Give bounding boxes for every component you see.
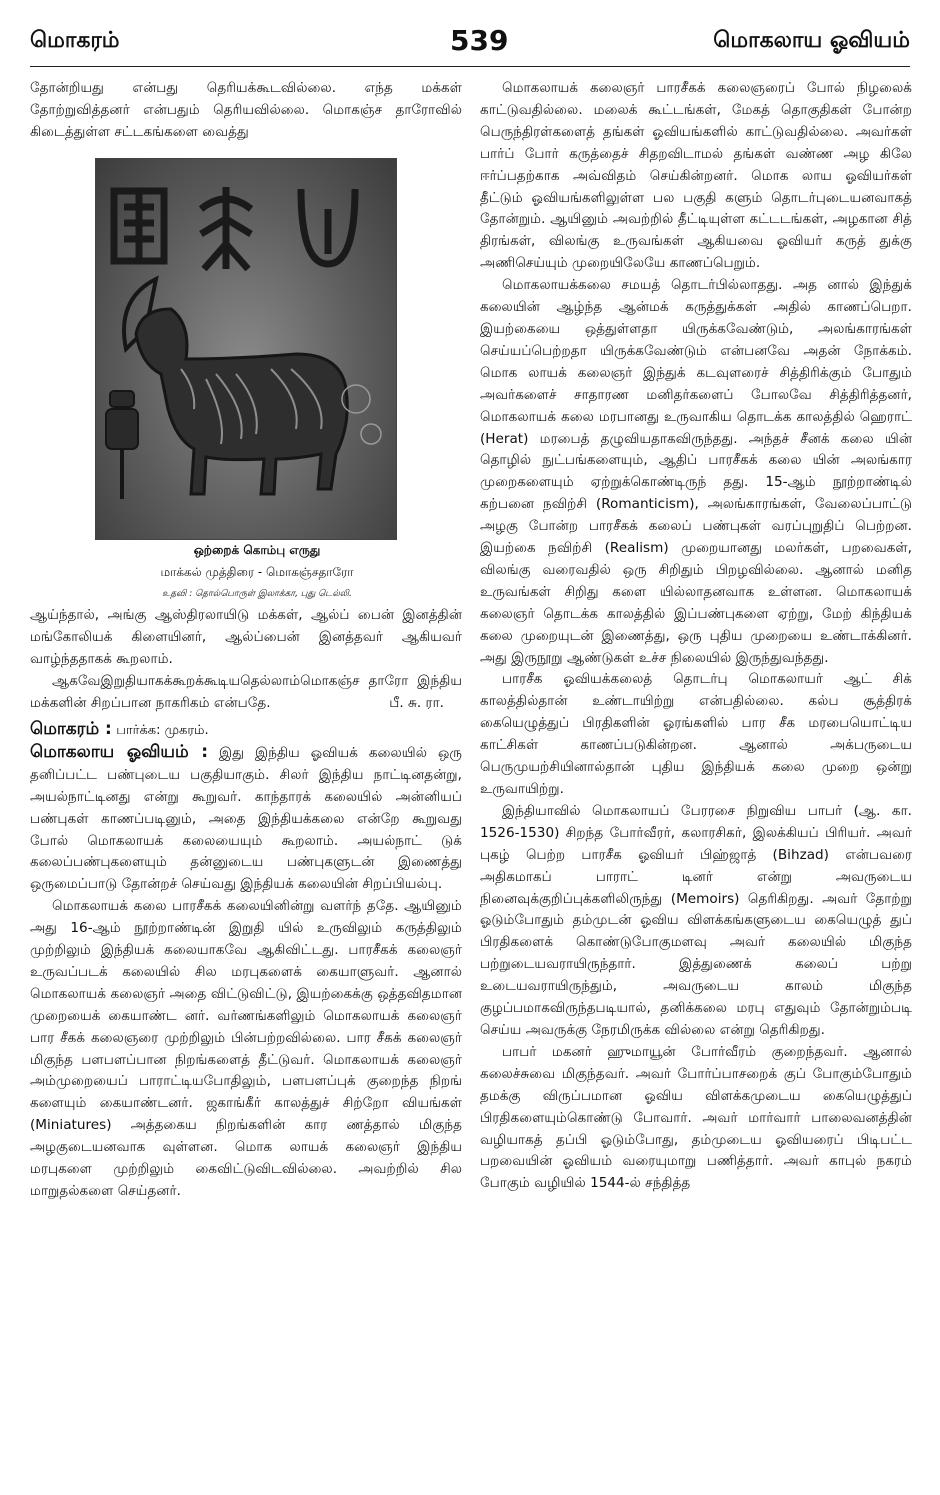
author-signature: பீ. சு. ரா.	[389, 695, 444, 712]
right-column	[480, 78, 912, 1195]
left-column	[30, 78, 462, 1203]
left-para-3: ஆகவேஇறுதியாகக்கூறக்கூடியதெல்லாம்மொகஞ்ச தாரோ இந்திய மக்களின் சிறப்பான நாகரிகம் என்பதே.	[30, 673, 462, 712]
figure-credit: உதவி : தொல்பொருள் இலாக்கா, புது டெல்லி.	[162, 588, 352, 599]
figure-caption-sub: மாக்கல் முத்திரை - மொகஞ்சதாரோ	[160, 564, 354, 579]
right-para-2: மொகலாயக்கலை சமயத் தொடர்பில்லாதது. அத னால் இந்துக் கலையின் ஆழ்ந்த ஆன்மக் கருத்துக்கள் அதில் காணப்பெறா. இயற்கையை ஒத்துள்ளதா யிருக்கவேண்டும், அலங்காரங்கள் செய்யப்பெற்றதா யிருக்கவேண்டும் என்பனவே அதன் நோக்கம். மொக லாயக் கலைஞர் இந்துக் கடவுளரைச் சித்திரிக்கும் போதும் அவர்களைச் சாதாரண மனிதர்களைப் போலவே சித்திரித்தனர், மொகலாயக் கலை மரபானது உருவாகிய தொடக்க காலத்தில் ஹெராட் (Herat) மரபைத் தழுவியதாகவிருந்தது. அந்தச் சீனக் கலை யின் தொழில் நுட்பங்களையும், ஆதிப் பாரசீகக் கலை யின் அலங்கார முறைகளையும் ஏற்றுக்கொண்டிருந் தது. 15-ஆம் நூற்றாண்டில் கற்பனை நவிற்சி (Romanticism), அலங்காரங்கள், வேலைப்பாட்டு அழகு போன்ற பாரசீகக் கலைப் பண்புகள் வரப்புறுதிப் பெற்றன. இயற்கை நவிற்சி (Realism) முறையானது மலர்கள், பறவைகள், விலங்கு வரைவதில் ஒரு சிறிதும் பிறழவில்லை. ஆனால் மனித உருவங்கள் சிறிது களை யில்லாதனவாக உள்ளன. மொகலாயக் கலைஞர் தொடக்க காலத்தில் இப்பண்புகளை ஏற்று, மேற் கிந்தியக் கலை முறையுடன் இணைத்து, ஒரு புதிய முறையை உண்டாக்கினர். அது இருநூறு ஆண்டுகள் உச்ச நிலையில் இருந்துவந்தது.	[480, 277, 912, 666]
header-rule	[30, 66, 910, 67]
left-para-1: தோன்றியது என்பது தெரியக்கூடவில்லை. எந்த மக்கள் தோற்றுவித்தனர் என்பதும் தெரியவில்லை. மொகஞ்ச தாரோவில் கிடைத்துள்ள சட்டகங்களை வைத்து	[30, 80, 462, 140]
seal-drawing	[96, 159, 396, 539]
entry-head-mogaram: மொகரம் :	[30, 718, 112, 739]
left-para-2: ஆய்ந்தால், அங்கு ஆஸ்திரலாயிடு மக்கள், ஆல்ப் பைன் இனத்தின் மங்கோலியக் கிளையினர், ஆல்ப்பைன் இனத்தவர் ஆகியவர் வாழ்ந்ததாகக் கூறலாம்.	[30, 607, 462, 668]
running-header-left: மொகரம்	[30, 28, 120, 53]
right-para-5: பாபர் மகனர் ஹுமாயூன் போர்வீரம் குறைந்தவர். ஆனால் கலைச்சுவை மிகுந்தவர். அவர் போர்ப்பாசறைக் குப் போகும்போதும் தமக்கு விருப்பமான ஓவிய விளக்கமுடைய கையெழுத்துப் பிரதிகளையும்கொண்டு போவார். அவர் மார்வார் பாலைவனத்தின் வழியாகத் தப்பி ஓடும்போது, தம்முடைய ஓவியரைப் பிடிபட்ட பறவையின் ஓவியம் வரையுமாறு பணித்தார். அவர் காபுல் நகரம் போகும் வழியில் 1544-ல் சந்தித்த	[480, 1043, 912, 1192]
right-para-4: இந்தியாவில் மொகலாயப் பேரரசை நிறுவிய பாபர் (ஆ. கா. 1526-1530) சிறந்த போர்வீரர், கலாரசிகர், இலக்கியப் பிரியர். அவர் புகழ் பெற்ற பாரசீக ஓவியர் பிஹ்ஜாத் (Bihzad) என்பவரை அதிகமாகப் பாராட் டினர் என்று அவருடைய நினைவுக்குறிப்புக்களிலிருந்து (Memoirs) தெரிகிறது. அவர் தோற்று ஓடும்போதும் தம்முடன் ஓவிய விளக்கங்களுடைய கையெழுத் துப் பிரதிகளைக் கொண்டுபோகுமளவு அவர் கலையில் மிகுந்த பற்றுடையவராயிருந்தார். இத்துணைக் கலைப் பற்று உடையவராயிருந்தும், அவருடைய காலம் மிகுந்த குழப்பமாகவிருந்தபடியால், தனிக்கலை மரபு எதுவும் தோன்றும்படி செய்ய அவருக்கு நேரமிருக்க வில்லை என்று தெரிகிறது.	[480, 802, 912, 1038]
figure-caption-title: ஒற்றைக் கொம்பு எருது	[193, 542, 321, 557]
right-para-3: பாரசீக ஓவியக்கலைத் தொடர்பு மொகலாயர் ஆட் சிக் காலத்தில்தான் உண்டாயிற்று என்பதில்லை. கல்ப சூத்திரக் கையெழுத்துப் பிரதிகளின் ஓரங்களில் பார சீக மரபையொட்டிய காட்சிகள் காணப்படுகின்றன. ஆனால் அக்பருடைய பெருமுயற்சியினால்தான் புதிய இந்தியக் கலை முறை ஒன்று உருவாயிற்று.	[480, 671, 912, 797]
left-para-5: மொகலாயக் கலை பாரசீகக் கலையினின்று வளர்ந் ததே. ஆயினும் அது 16-ஆம் நூற்றாண்டின் இறுதி யில் உருவிலும் கருத்திலும் முற்றிலும் இந்தியக் கலையாகவே ஆகிவிட்டது. பாரசீகக் கலைஞர் உருவப்படக் கலையில் சில மரபுகளைக் கையாளுவர். ஆனால் மொகலாயக் கலைஞர் அதை விட்டுவிட்டு, இயற்கைக்கு ஒத்தவிதமான முறையைக் கையாண்ட னர். வர்ணங்களிலும் மொகலாயக் கலைஞர் பார சீகக் கலைஞரை முற்றிலும் பின்பற்றவில்லை. பார சீகக் கலைஞர் மிகுந்த பளபளப்பான நிறங்களைத் தீட்டுவர். மொகலாயக் கலைஞர் அம்முறையைப் பாராட்டியபோதிலும், பளபளப்புக் குறைந்த நிறங் களையும் கையாண்டனர். ஜகாங்கீர் காலத்துச் சிற்றோ வியங்கள் (Miniatures) அத்தகைய நிறங்களின் கார ணத்தால் மிகுந்த அழகுடையனவாக வுள்ளன. மொக லாயக் கலைஞர் இந்திய மரபுகளை முற்றிலும் கைவிட்டுவிடவில்லை. அவற்றில் சில மாறுதல்களை செய்தனர்.	[30, 898, 462, 1200]
running-header-right: மொகலாய ஓவியம்	[713, 28, 910, 53]
entry-mogaram-see: பார்க்க: முகரம்.	[116, 722, 209, 738]
left-para-4: இது இந்திய ஓவியக் கலையில் ஒரு தனிப்பட்ட பண்புடைய பகுதியாகும். சிலர் இந்திய நாட்டினதன்று, அயல்நாட்டினது என்று கூறுவர். காந்தாரக் கலையில் அன்னியப் பண்புகள் காணப்படினும், அதை இந்தியக்கலை என்றே கூறுவது போல் மொகலாயக் கலையையும் கூறலாம். அயல்நாட் டுக் கலைப்பண்புகளையும் தன்னுடைய பண்புகளுடன் இணைத்து ஒருமைப்பாடு தோன்றச் செய்வது இந்தியக் கலையின் சிறப்பியல்பு.	[30, 744, 462, 893]
right-para-1: மொகலாயக் கலைஞர் பாரசீகக் கலைஞரைப் போல் நிழலைக் காட்டுவதில்லை. மலைக் கூட்டங்கள், மேகத் தொகுதிகள் போன்ற பெருந்திரள்களைத் தங்கள் ஓவியங்களில் காட்டுவதில்லை. அவர்கள் பார்ப் போர் கருத்தைச் சிதறவிடாமல் தங்கள் வண்ண அழ கிலே ஈர்ப்பதற்காக அவ்விதம் செய்கின்றனர். மொக லாய ஓவியர்கள் தீட்டும் ஓவியங்களிலுள்ள பல பகுதி களும் தொடர்புடையனவாகத் தோன்றும். ஆயினும் அவற்றில் தீட்டியுள்ள கட்டடங்கள், அழகான சித் திரங்கள், விலங்கு உருவங்கள் ஆகியவை ஓவியர் கருத் துக்கு அணிசெய்யும் முறையிலேயே காணப்பெறும்.	[480, 80, 912, 272]
seal-unicorn-image	[95, 158, 397, 540]
page-number: 539	[450, 24, 509, 57]
entry-head-oviyam: மொகலாய ஓவியம் :	[30, 741, 209, 762]
